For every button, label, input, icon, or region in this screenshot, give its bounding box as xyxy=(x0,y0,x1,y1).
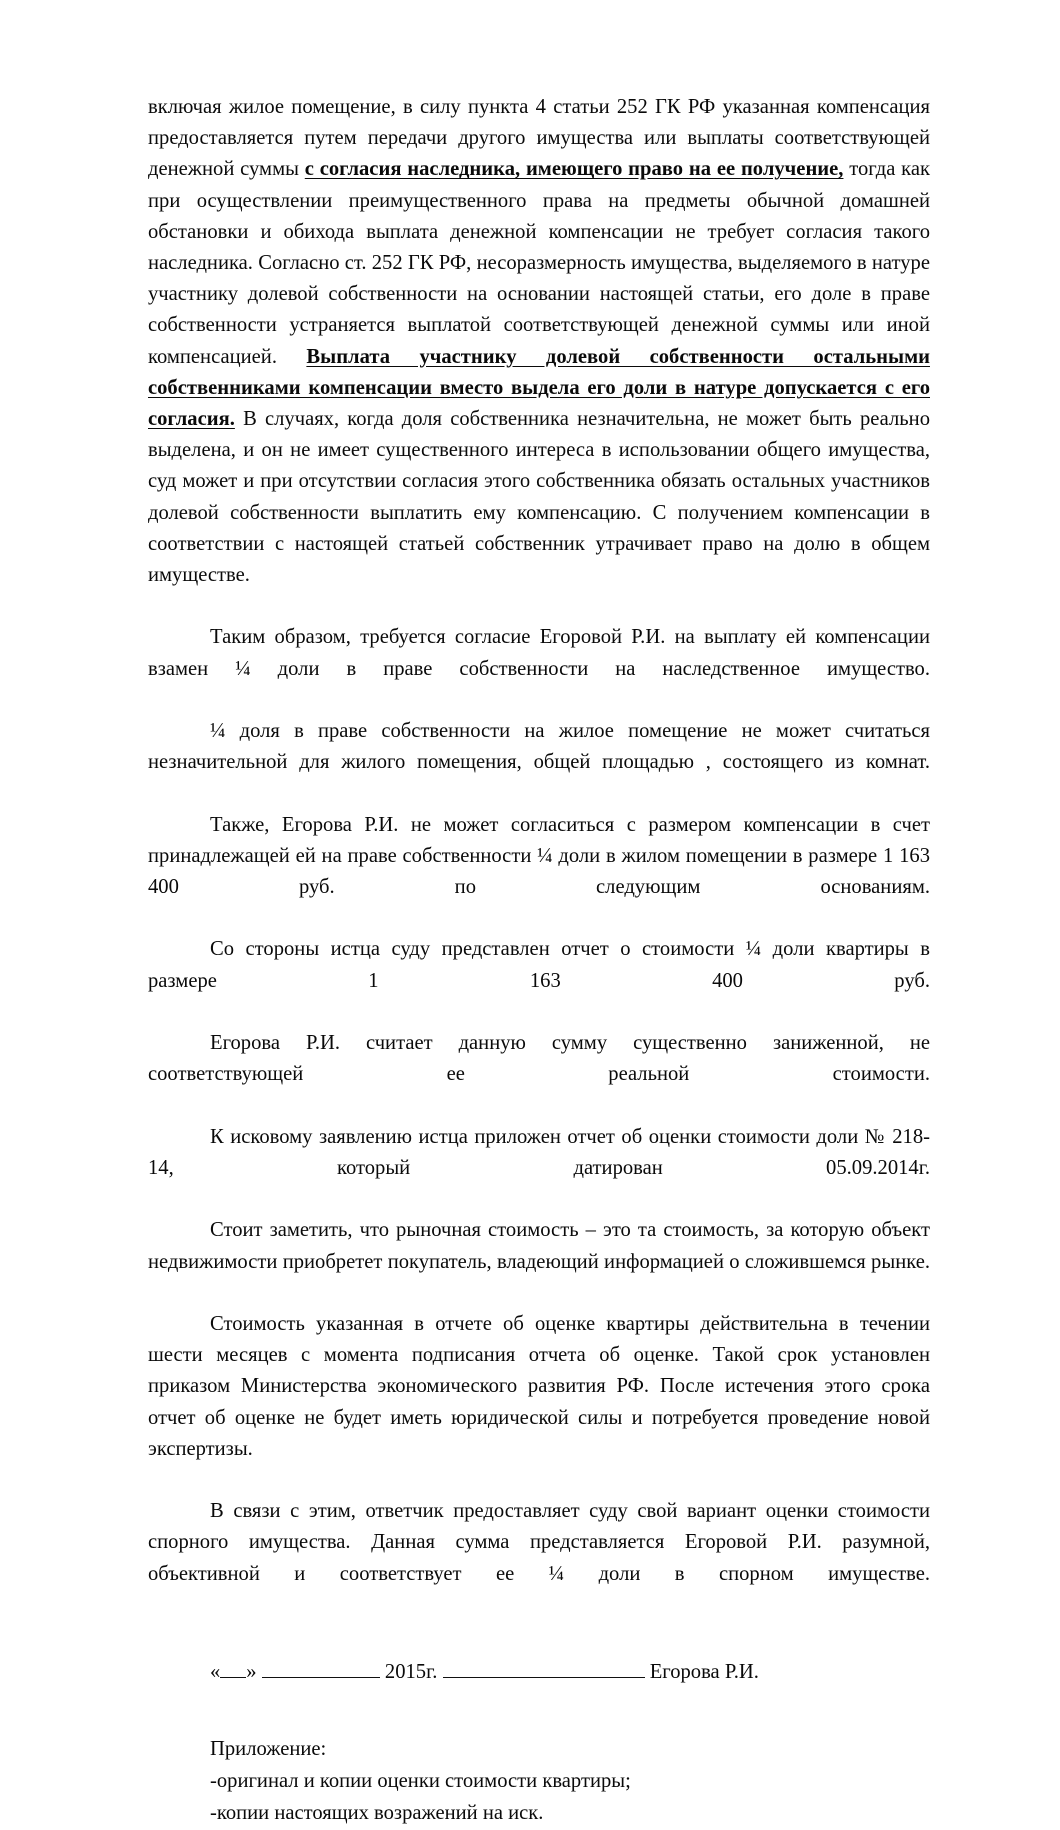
paragraph-8 xyxy=(148,1215,930,1309)
text-run: Стоимость указанная в отчете об оценке квартиры действительна в течении шести месяцев с момента подписания отчета об оценке. Такой срок установлен приказом Министерства экономического развития РФ. После истечения этого срока отчет об оценке не будет иметь юридической силы и потребуется проведение новой экспертизы. xyxy=(148,1312,930,1460)
paragraph-5 xyxy=(148,934,930,1028)
signature-signer-name: Егорова Р.И. xyxy=(649,1660,759,1683)
text-run: В случаях, когда доля собственника незначительна, не может быть реально выделена, и он не имеет существенного интереса в использовании общего имущества, суд может и при отсутствии согласия этого собственника обязать остальных участников долевой собственности выплатить ему компенсацию. С получением компенсации в соответствии с настоящей статьей собственник утрачивает право на долю в общем имуществе. xyxy=(148,408,930,587)
paragraph-7 xyxy=(148,1122,930,1216)
text-run: К исковому заявлению истца приложен отчет об оценки стоимости доли № 218-14, который датирован 05.09.2014г. xyxy=(148,1125,930,1179)
signature-day-blank xyxy=(220,1658,246,1678)
text-run: В связи с этим, ответчик предоставляет суду свой вариант оценки стоимости спорного имущества. Данная сумма представляется Егоровой Р.И. разумной, объективной и соответствует ее ¼ доли в спорном имуществе. xyxy=(148,1500,930,1585)
signature-open-quote: « xyxy=(210,1660,221,1683)
text-run: Со стороны истца суду представлен отчет о стоимости ¼ доли квартиры в размере 1 163 400 руб. xyxy=(148,938,930,992)
attachment-item: -оригинал и копии оценки стоимости квартиры; xyxy=(210,1769,631,1792)
paragraph-4 xyxy=(148,810,930,935)
attachments-heading: Приложение: xyxy=(210,1738,327,1761)
attachment-item: -копии настоящих возражений на иск. xyxy=(210,1801,544,1824)
emphasized-legal-clause: Выплата участнику долевой собственности остальными собственниками компенсации вместо выдела его доли в натуре допускается с его согласия. xyxy=(148,345,930,431)
text-run: Стоит заметить, что рыночная стоимость – это та стоимость, за которую объект недвижимости приобретет покупатель, владеющий информацией о сложившемся рынке. xyxy=(148,1219,930,1273)
text-run: Также, Егорова Р.И. не может согласиться с размером компенсации в счет принадлежащей ей на праве собственности ¼ доли в жилом помещении в размере 1 163 400 руб. по следующим основаниям. xyxy=(148,813,930,899)
text-run: Таким образом, требуется согласие Егоровой Р.И. на выплату ей компенсации взамен ¼ доли в праве собственности на наследственное имущество. xyxy=(148,626,930,680)
signature-block xyxy=(148,1657,930,1688)
document-body xyxy=(148,92,930,1830)
emphasized-legal-clause: с согласия наследника, имеющего право на ее получение, xyxy=(304,158,844,181)
text-run: ¼ доля в праве собственности на жилое помещение не может считаться незначительной для жилого помещения, общей площадью , состоящего из комнат. xyxy=(148,720,930,774)
text-run: включая жилое помещение, в силу пункта 4 статьи 252 ГК РФ указанная компенсация предоставляется путем передачи другого имущества или выплаты соответствующей денежной суммы xyxy=(148,96,930,181)
paragraph-10 xyxy=(148,1496,930,1621)
paragraph-2 xyxy=(148,622,930,716)
text-run: тогда как при осуществлении преимущественного права на предметы обычной домашней обстановки и обихода выплата денежной компенсации не требует согласия такого наследника. Согласно ст. 252 ГК РФ, несоразмерность имущества, выделяемого в натуре участнику долевой собственности на основании настоящей статьи, его доле в праве собственности устраняется выплатой соответствующей денежной суммы или иной компенсацией. xyxy=(148,158,930,368)
paragraph-6 xyxy=(148,1028,930,1122)
signature-year-label: 2015г. xyxy=(384,1660,438,1683)
signature-close-quote: » xyxy=(246,1660,257,1683)
paragraph-1 xyxy=(148,92,930,622)
signature-month-blank xyxy=(262,1658,380,1678)
signature-sign-blank xyxy=(443,1658,645,1678)
text-run: Егорова Р.И. считает данную сумму существенно заниженной, не соответствующей ее реальной стоимости. xyxy=(148,1032,930,1086)
paragraph-3 xyxy=(148,716,930,810)
paragraph-9 xyxy=(148,1309,930,1496)
attachments-block xyxy=(148,1734,930,1829)
